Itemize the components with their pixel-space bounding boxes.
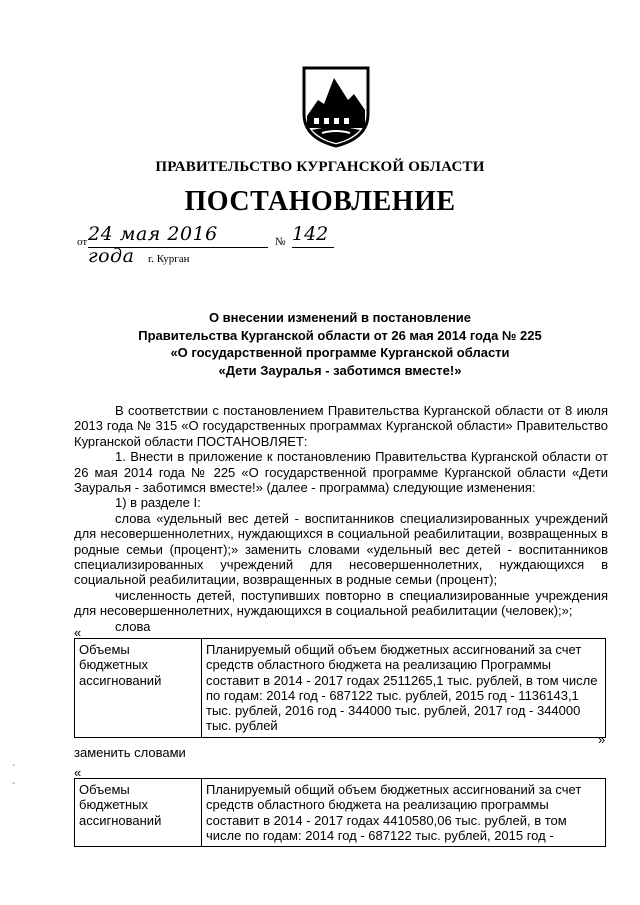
open-quote: « [74, 765, 82, 780]
table-cell-label: Объемы бюджетных ассигнований [75, 639, 202, 738]
paragraph: 1) в разделе I: [115, 495, 201, 511]
subject-line: О внесении изменений в постановление [208, 310, 472, 325]
subject-line: «О государственной программе Курганской области [170, 345, 510, 360]
paragraph: В соответствии с постановлением Правительства Курганской области от 8 июля 2013 года № 315 «О государственных программах Курганской области» Правительство Курганской области ПОСТАНОВЛЯЕТ: [74, 403, 608, 449]
date-value: 24 мая 2016 года [88, 223, 268, 248]
paragraph: слова «удельный вес детей - воспитанников специализированных учреждений для несовершеннолетних, нуждающихся в социальной реабилитации, возвращенных в родные семьи (процент);» заменить словами «удельный вес детей - воспитанников специализированных учреждений для несовершеннолетних, нуждающихся в социальной реабилитации, возвращенных в родные семьи (процент); [74, 510, 608, 588]
document-number: 142 [292, 223, 334, 248]
open-quote: « [74, 625, 82, 640]
subject-line: Правительства Курганской области от 26 мая 2014 года № 225 [138, 327, 542, 343]
number-label: № [275, 236, 286, 248]
paragraph: 1. Внести в приложение к постановлению Правительства Курганской области от 26 мая 2014 года № 225 «О государственной программе Курганской области «Дети Зауралья - заботимся вместе!» (далее - программа) следующие изменения: [74, 449, 608, 496]
close-quote: » [598, 732, 606, 747]
coat-of-arms-emblem [300, 64, 372, 148]
table-cell-label: Объемы бюджетных ассигнований [75, 779, 202, 847]
table-cell-value: Планируемый общий объем бюджетных ассигнований за счет средств областного бюджета на реализацию программы составит в 2014 - 2017 годах 4410580,06 тыс. рублей, в том числе по годам: 2014 год - 687122 тыс. рублей, 2015 год - [202, 779, 606, 847]
date-label: от [77, 236, 88, 248]
paragraph: слова [115, 618, 151, 634]
table-row [75, 639, 606, 738]
subject-line: «Дети Зауралья - заботимся вместе!» [218, 362, 462, 378]
document-subject [60, 309, 620, 379]
table-cell-value: Планируемый общий объем бюджетных ассигнований за счет средств областного бюджета на реализацию Программы составит в 2014 - 2017 годах 2511265,1 тыс. рублей, в том числе по годам: 2014 год - 687122 тыс. рублей, 2015 год - 1136143,1 тыс. рублей, 2016 год - 344000 тыс. рублей, 2017 год - 344000 тыс. рублей [202, 639, 606, 738]
document-type-title: ПОСТАНОВЛЕНИЕ [184, 186, 456, 217]
budget-table-new [74, 778, 606, 847]
margin-mark: - [12, 778, 16, 789]
replace-label: заменить словами [74, 745, 186, 760]
paragraph: численность детей, поступивших повторно в специализированные учреждения для несовершеннолетних, нуждающихся в социальной реабилитации (человек);»; [74, 587, 608, 619]
table-row [75, 779, 606, 847]
city: г. Курган [148, 253, 190, 265]
government-name: ПРАВИТЕЛЬСТВО КУРГАНСКОЙ ОБЛАСТИ [155, 159, 485, 175]
document-body [74, 403, 608, 634]
budget-table-old [74, 638, 606, 738]
margin-mark: - [12, 760, 16, 771]
